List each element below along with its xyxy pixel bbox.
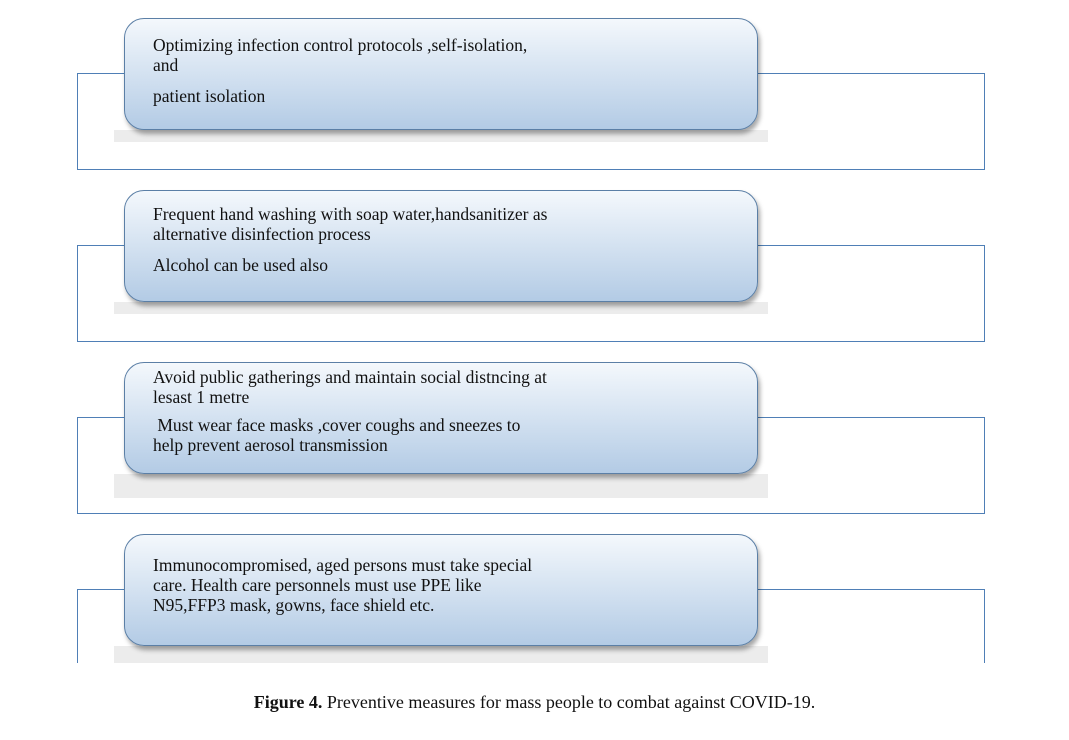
step-1-note: patient isolation bbox=[153, 86, 266, 106]
step-1-line-1: Optimizing infection control protocols ,self-isolation, bbox=[153, 35, 528, 55]
box-shadow-strip-2 bbox=[114, 302, 768, 314]
figure-caption bbox=[0, 692, 1069, 713]
step-3-note-line-2: help prevent aerosol transmission bbox=[153, 435, 388, 455]
step-2-line-2: alternative disinfection process bbox=[153, 224, 371, 244]
box-shadow-strip-3 bbox=[114, 474, 768, 498]
step-4-line-2: care. Health care personnels must use PPE like bbox=[153, 575, 482, 595]
step-box-3 bbox=[124, 362, 758, 474]
step-3-note-line-1: Must wear face masks ,cover coughs and sneezes to bbox=[153, 415, 521, 435]
step-3-line-1: Avoid public gatherings and maintain social distncing at bbox=[153, 367, 547, 387]
step-box-1 bbox=[124, 18, 758, 130]
step-box-4 bbox=[124, 534, 758, 646]
step-1-line-2: and bbox=[153, 55, 179, 75]
step-4-line-1: Immunocompromised, aged persons must take special bbox=[153, 555, 533, 575]
step-4-line-3: N95,FFP3 mask, gowns, face shield etc. bbox=[153, 595, 435, 615]
step-3-line-2: lesast 1 metre bbox=[153, 387, 250, 407]
box-shadow-strip-1 bbox=[114, 130, 768, 142]
figure-caption-label: Figure 4. bbox=[253, 692, 323, 712]
figure-caption-text: Preventive measures for mass people to combat against COVID-19. bbox=[322, 692, 816, 712]
step-2-note: Alcohol can be used also bbox=[153, 255, 328, 275]
box-shadow-strip-4 bbox=[114, 646, 768, 663]
step-box-2 bbox=[124, 190, 758, 302]
step-2-line-1: Frequent hand washing with soap water,handsanitizer as bbox=[153, 204, 548, 224]
